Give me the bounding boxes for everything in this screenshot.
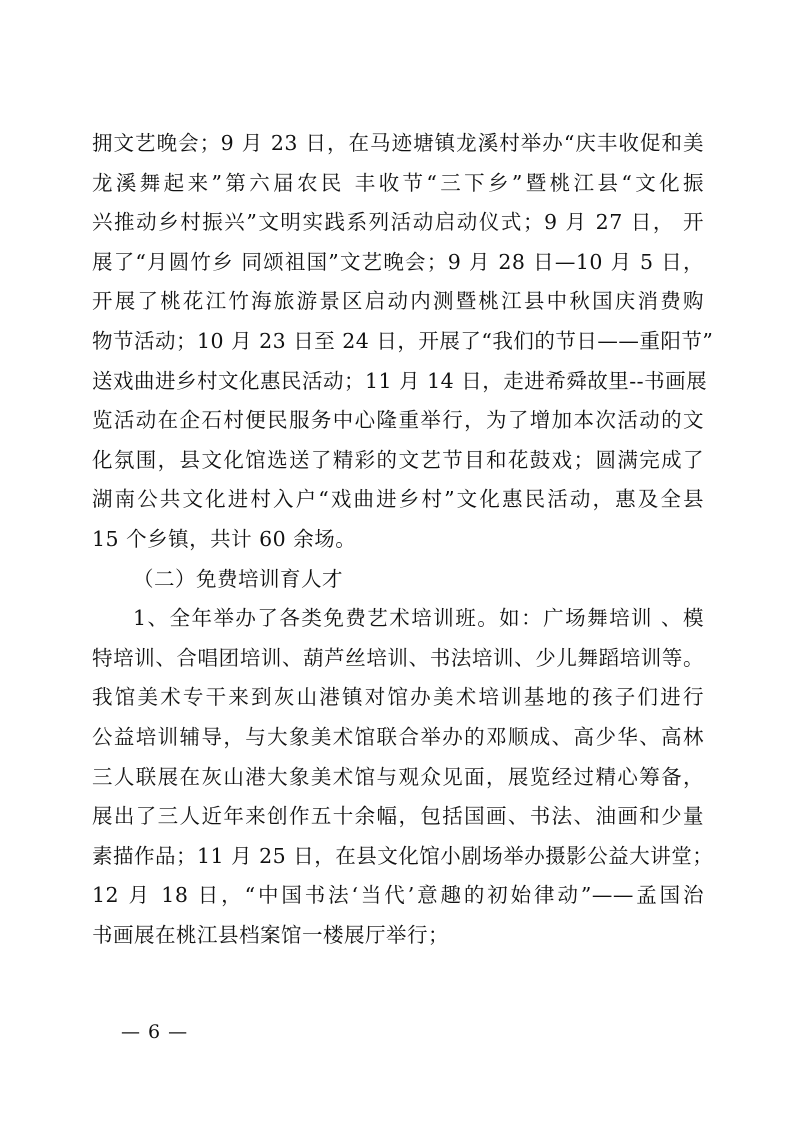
body-line: 公益培训辅导，与大象美术馆联合举办的邓顺成、高少华、高林 (92, 724, 704, 749)
page-number: — 6 — (121, 1021, 189, 1043)
body-line: 素描作品；11 月 25 日，在县文化馆小剧场举办摄影公益大讲堂； (92, 843, 714, 868)
body-line: 化氛围，县文化馆选送了精彩的文艺节目和花鼓戏；圆满完成了 (92, 447, 704, 472)
body-line: 展出了三人近年来创作五十余幅，包括国画、书法、油画和少量 (92, 804, 704, 829)
body-line: 15 个乡镇，共计 60 余场。 (92, 526, 357, 551)
body-line: 送戏曲进乡村文化惠民活动；11 月 14 日，走进希舜故里--书画展 (92, 368, 708, 393)
body-text (92, 124, 714, 955)
body-line: 开展了桃花江竹海旅游景区启动内测暨桃江县中秋国庆消费购 (92, 289, 704, 314)
body-line: 特培训、合唱团培训、葫芦丝培训、书法培训、少儿舞蹈培训等。 (92, 645, 704, 670)
body-line: 展了“月圆竹乡 同颂祖国”文艺晚会；9 月 28 日—10 月 5 日， (92, 249, 704, 274)
body-line: 物节活动；10 月 23 日至 24 日，开展了“我们的节日——重阳节” (92, 328, 714, 353)
body-line: 我馆美术专干来到灰山港镇对馆办美术培训基地的孩子们进行 (92, 685, 704, 710)
body-line: 拥文艺晚会；9 月 23 日，在马迹塘镇龙溪村举办“庆丰收促和美 (92, 131, 704, 155)
section-heading: （二）免费培训育人才 (133, 566, 343, 591)
body-line: 三人联展在灰山港大象美术馆与观众见面，展览经过精心筹备， (92, 764, 704, 789)
body-line: 览活动在企石村便民服务中心隆重举行，为了增加本次活动的文 (92, 408, 704, 433)
body-line: 龙溪舞起来”第六届农民 丰收节“三下乡”暨桃江县“文化振 (92, 170, 704, 195)
body-line: 兴推动乡村振兴”文明实践系列活动启动仪式；9 月 27 日， 开 (92, 210, 704, 235)
body-line: 书画展在桃江县档案馆一楼展厅举行； (92, 922, 449, 947)
body-line: 湖南公共文化进村入户“戏曲进乡村”文化惠民活动，惠及全县 (92, 487, 704, 512)
body-line: 1、全年举办了各类免费艺术培训班。如：广场舞培训 、模 (133, 606, 704, 631)
body-line: 12 月 18 日，“中国书法‘当代’意趣的初始律动”——孟国治 (92, 883, 704, 908)
